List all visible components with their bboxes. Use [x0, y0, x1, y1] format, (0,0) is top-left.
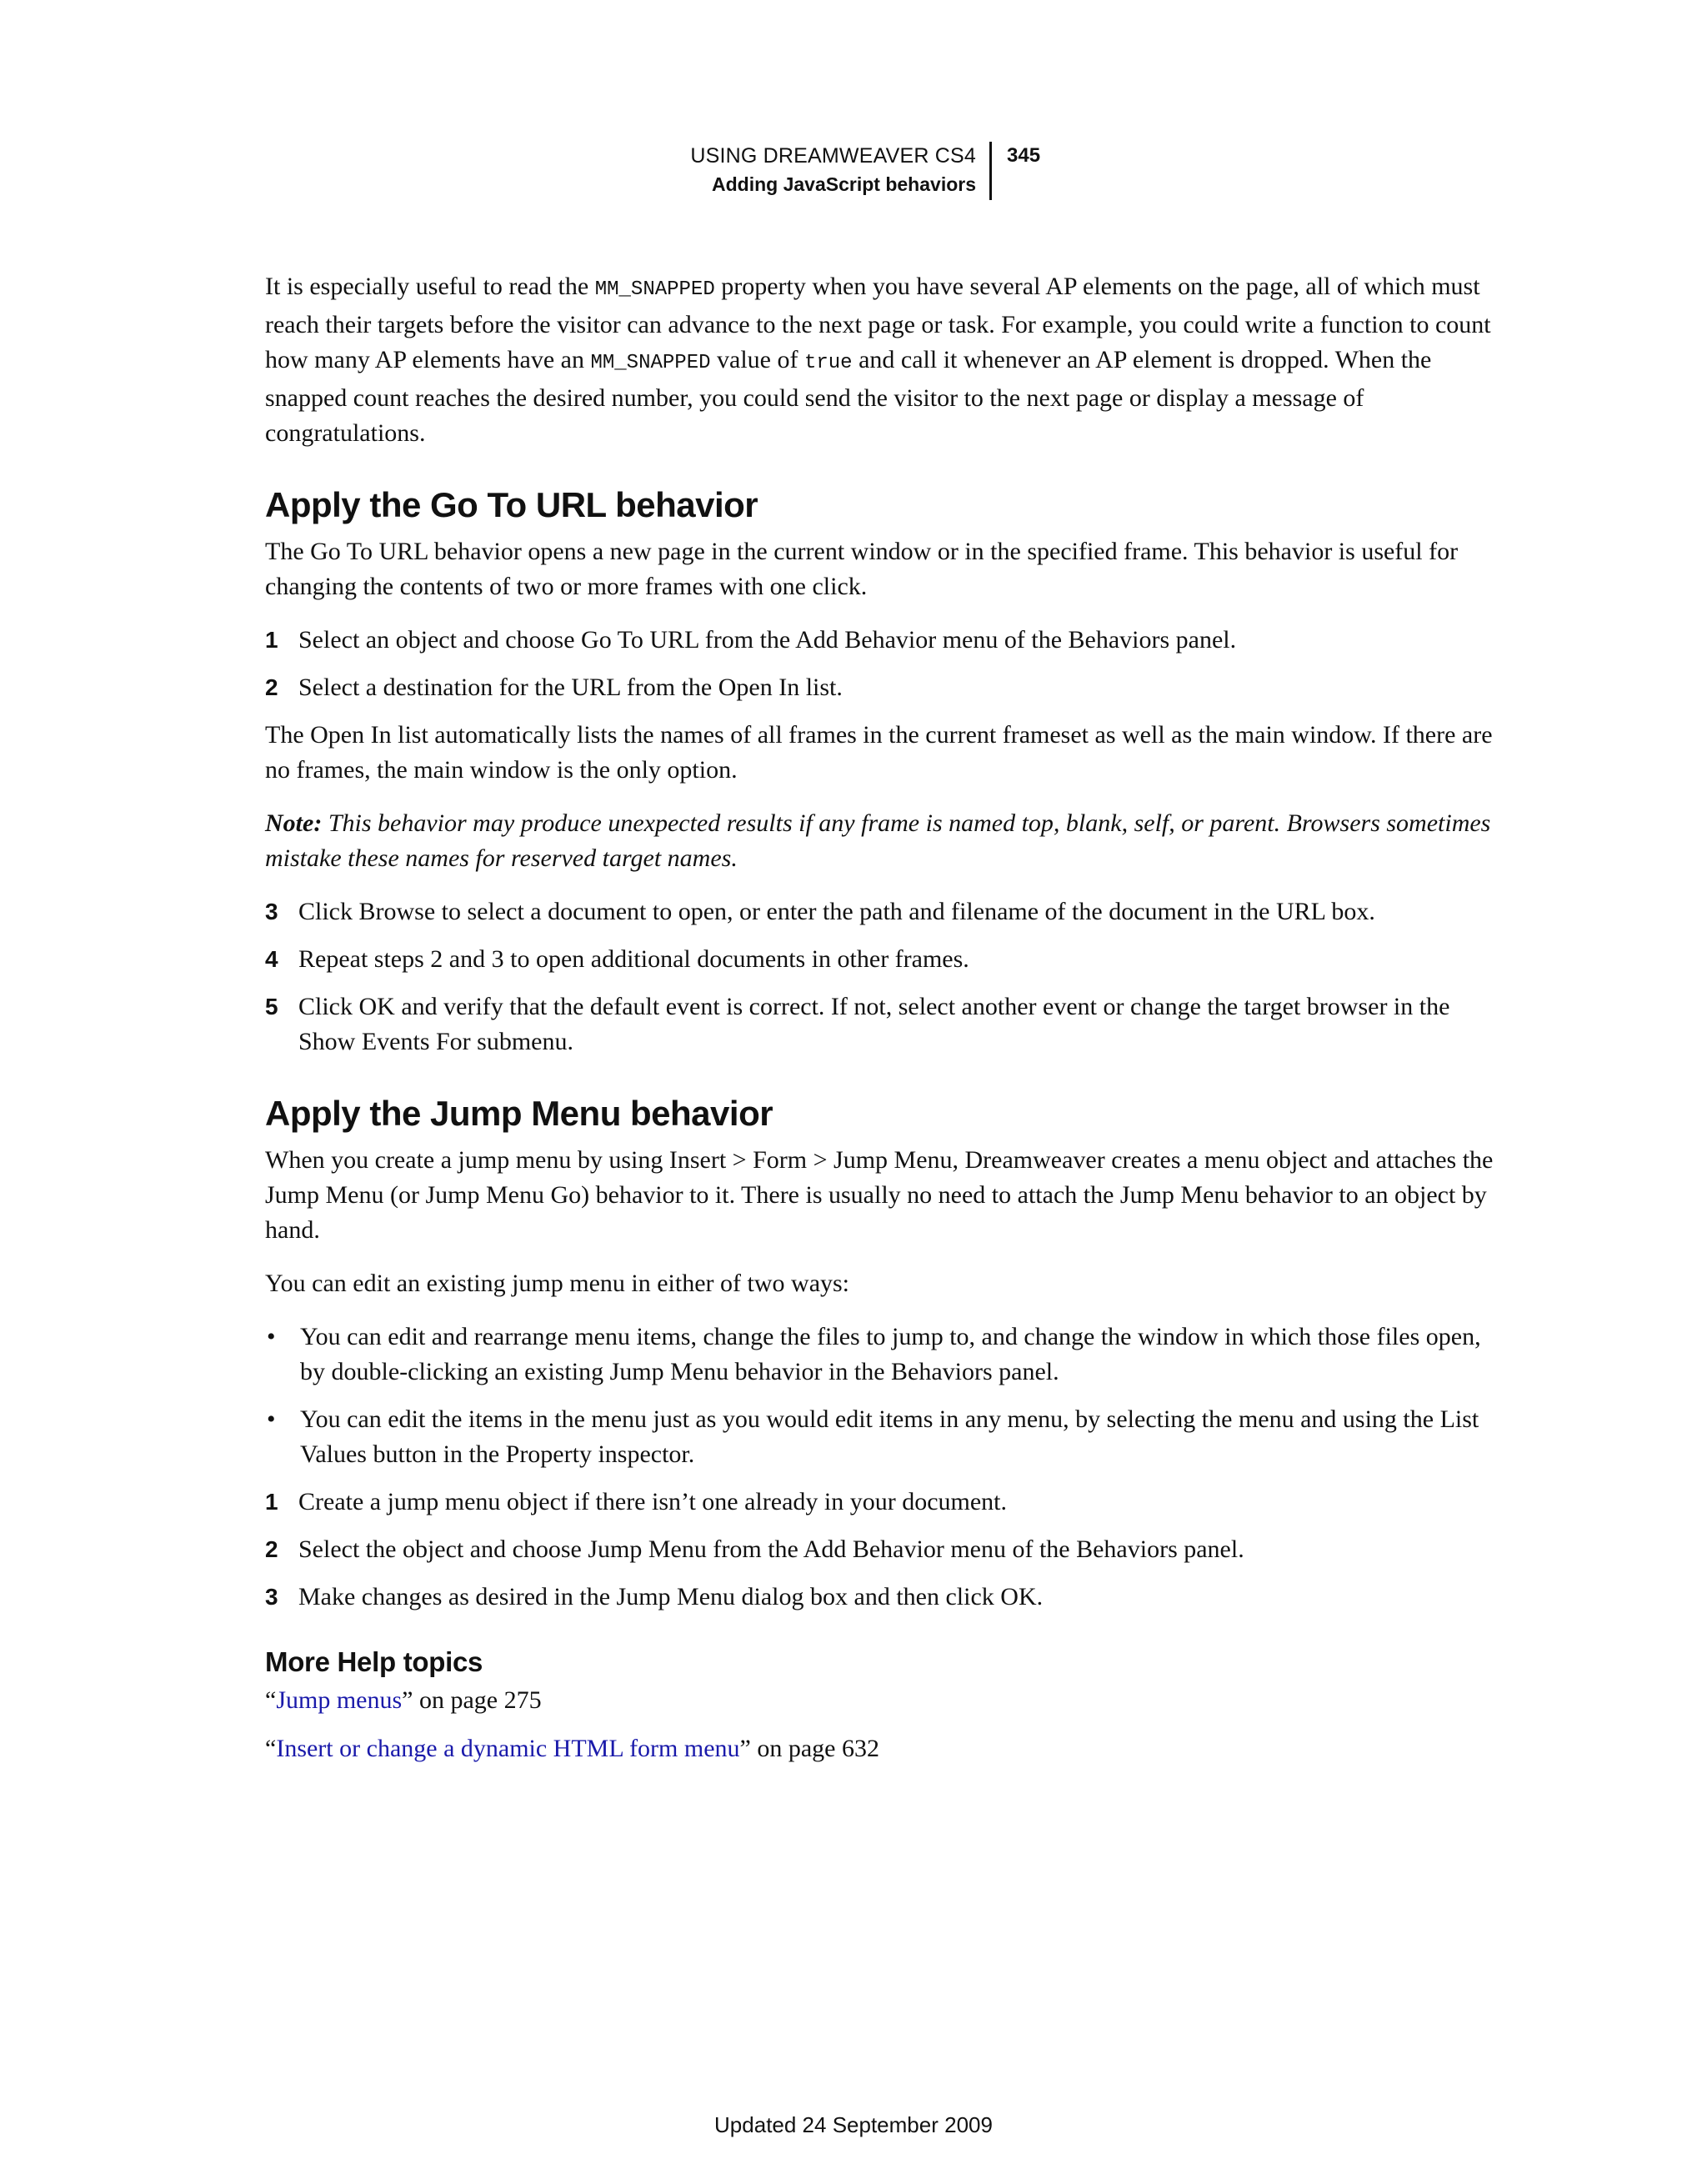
bullet-mark: •	[267, 1323, 276, 1350]
bullet-item	[265, 1320, 1499, 1390]
edit-ways-paragraph: You can edit an existing jump menu in either of two ways:	[265, 1270, 850, 1297]
step-text: Select the object and choose Jump Menu from the Add Behavior menu of the Behaviors panel.	[298, 1535, 1244, 1563]
step-text: Click OK and verify that the default event is correct. If not, select another event or change the target browser in the Show Events For submenu.	[298, 993, 1450, 1055]
step-text: Select a destination for the URL from the Open In list.	[298, 674, 843, 701]
related-topic: “Insert or change a dynamic HTML form menu” on page 632	[265, 1735, 879, 1762]
bullet-mark: •	[267, 1405, 276, 1433]
step-item	[265, 1532, 1499, 1567]
code-true: true	[803, 352, 853, 374]
step-item	[265, 623, 1499, 658]
open-in-paragraph: The Open In list automatically lists the names of all frames in the current frameset as well as the main window. If there are no frames, the main window is the only option.	[265, 721, 1493, 784]
bullet-item	[265, 1402, 1499, 1472]
note-label: Note:	[265, 809, 323, 837]
step-text: Repeat steps 2 and 3 to open additional documents in other frames.	[298, 945, 969, 973]
heading-jump-menu: Apply the Jump Menu behavior	[265, 1094, 773, 1133]
link-dynamic-form-menu[interactable]: Insert or change a dynamic HTML form menu	[276, 1735, 740, 1762]
step-item	[265, 670, 1499, 705]
step-number: 1	[265, 627, 278, 653]
note-text: This behavior may produce unexpected results if any frame is named top, blank, self, or parent. Browsers sometimes mistake these names for reserved target names.	[265, 809, 1491, 872]
running-header	[476, 142, 992, 200]
step-number: 1	[265, 1489, 278, 1515]
step-number: 3	[265, 899, 278, 924]
step-number: 5	[265, 994, 278, 1019]
code-mm-snapped: MM_SNAPPED	[594, 278, 715, 301]
go-to-url-paragraph: The Go To URL behavior opens a new page in the current window or in the specified frame. This behavior is useful for changing the contents of two or more frames with one click.	[265, 538, 1459, 600]
book-title: USING DREAMWEAVER CS4	[690, 144, 976, 168]
step-item	[265, 1580, 1499, 1615]
step-number: 2	[265, 674, 278, 700]
intro-paragraph: It is especially useful to read the MM_SNAPPED property when you have several AP elements on the page, all of which must reach their targets before the visitor can advance to the next page or task. For example, you could write a function to count how many AP elements have an MM_SNAPPED value of true and call it whenever an AP element is dropped. When the snapped count reaches the desired number, you could send the visitor to the next page or display a message of congratulations.	[265, 273, 1491, 447]
step-item	[265, 989, 1499, 1059]
step-number: 3	[265, 1584, 278, 1610]
page-number: 345	[1007, 144, 1041, 167]
heading-more-help: More Help topics	[265, 1646, 483, 1677]
footer-updated: Updated 24 September 2009	[714, 2112, 993, 2137]
step-text: Select an object and choose Go To URL from the Add Behavior menu of the Behaviors panel.	[298, 626, 1237, 654]
step-item	[265, 942, 1499, 977]
link-jump-menus[interactable]: Jump menus	[276, 1686, 403, 1714]
chapter-title: Adding JavaScript behaviors	[712, 173, 976, 195]
bullet-text: You can edit and rearrange menu items, change the files to jump to, and change the window in which those files open, by double-clicking an existing Jump Menu behavior in the Behaviors panel.	[300, 1323, 1481, 1385]
step-number: 4	[265, 946, 278, 972]
step-text: Make changes as desired in the Jump Menu dialog box and then click OK.	[298, 1583, 1044, 1610]
code-mm-snapped: MM_SNAPPED	[590, 352, 711, 374]
step-text: Create a jump menu object if there isn’t one already in your document.	[298, 1488, 1008, 1515]
step-item	[265, 894, 1499, 929]
step-number: 2	[265, 1536, 278, 1562]
step-item	[265, 1485, 1499, 1520]
note	[265, 806, 1499, 876]
step-text: Click Browse to select a document to open, or enter the path and filename of the document in the URL box.	[298, 898, 1375, 925]
heading-go-to-url: Apply the Go To URL behavior	[265, 485, 758, 524]
page-content	[265, 269, 1499, 1780]
jump-menu-paragraph: When you create a jump menu by using Insert > Form > Jump Menu, Dreamweaver creates a menu object and attaches the Jump Menu (or Jump Menu Go) behavior to it. There is usually no need to attach the Jump Menu behavior to an object by hand.	[265, 1146, 1494, 1244]
bullet-text: You can edit the items in the menu just as you would edit items in any menu, by selecting the menu and using the List Values button in the Property inspector.	[300, 1405, 1479, 1468]
related-topic: “Jump menus” on page 275	[265, 1686, 542, 1714]
